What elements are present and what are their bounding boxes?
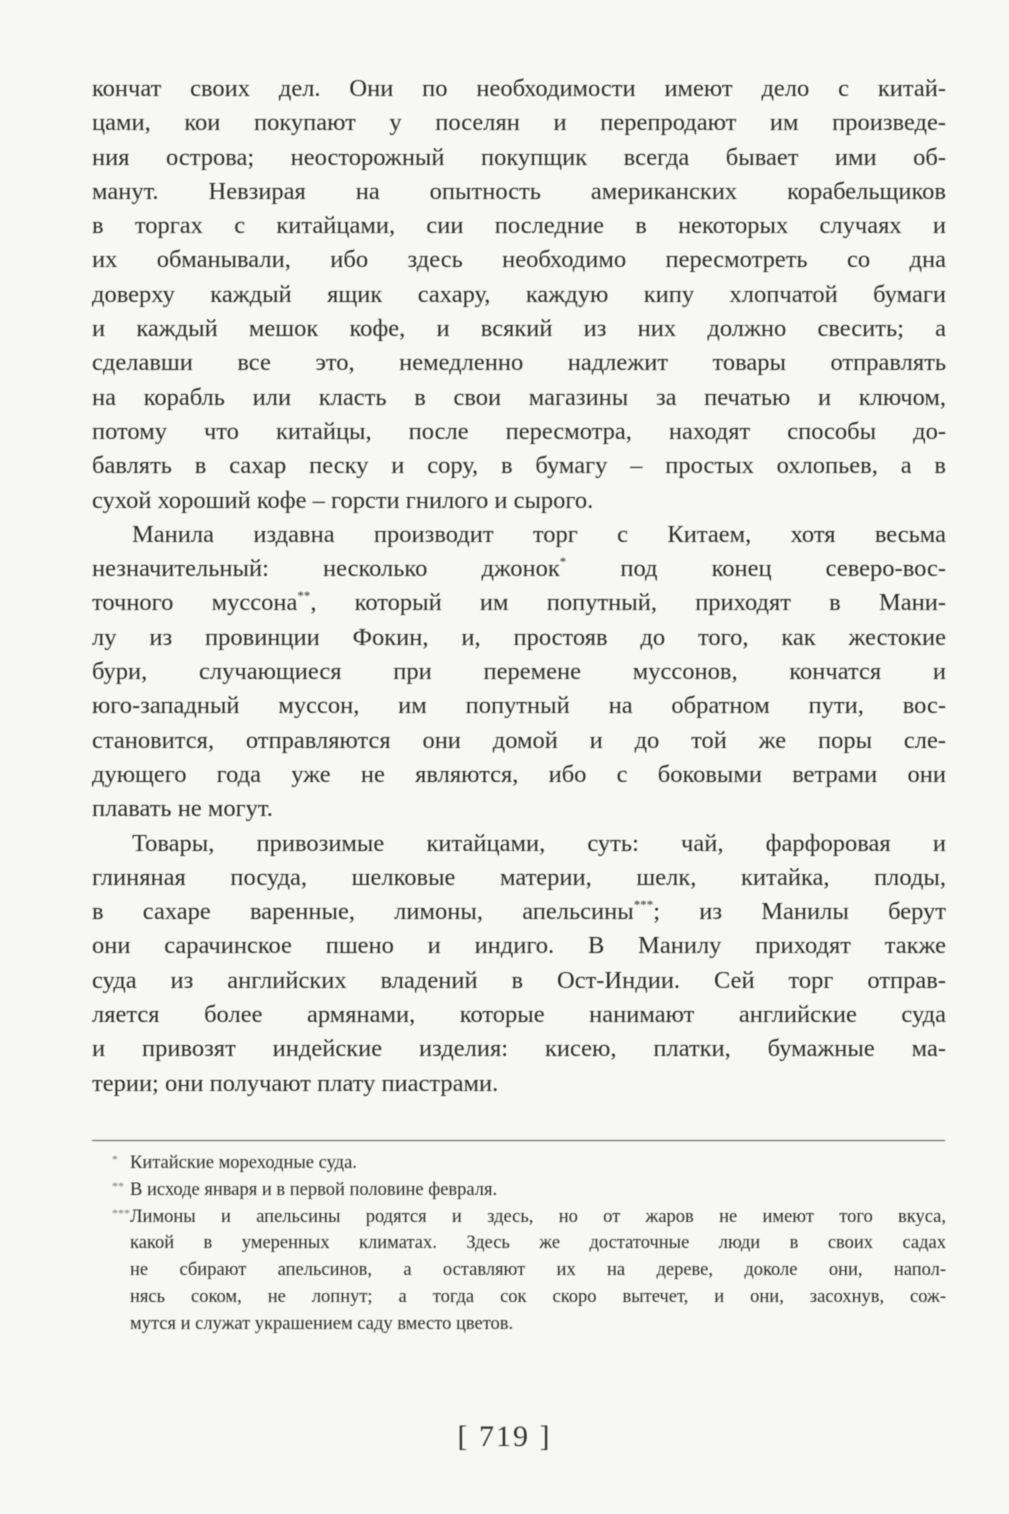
text-line bbox=[92, 141, 946, 175]
text-line bbox=[92, 243, 946, 277]
text-line bbox=[92, 552, 946, 586]
text-segment: ляется более армянами, которые нанимают английские суда bbox=[92, 1001, 946, 1029]
text-line bbox=[92, 312, 946, 346]
footnote-mark: * bbox=[112, 1152, 118, 1166]
footnote-marker: * bbox=[559, 554, 567, 570]
text-segment: и каждый мешок кофе, и всякий из них должно свесить; а bbox=[92, 315, 946, 343]
footnote-line: какой в умеренных климатах. Здесь же достаточные люди в своих садах bbox=[130, 1233, 946, 1254]
page-number: [ 719 ] bbox=[457, 1420, 552, 1453]
text-line bbox=[92, 861, 946, 895]
text-segment: манут. Невзирая на опытность американских корабельщиков bbox=[92, 177, 946, 205]
text-segment: Манила издавна производит торг с Китаем, хотя весьма bbox=[132, 520, 946, 548]
footnote bbox=[92, 1150, 946, 1177]
text-line bbox=[92, 346, 946, 380]
text-line bbox=[92, 381, 946, 415]
footnote-marker: *** bbox=[633, 897, 654, 913]
footnote-separator bbox=[92, 1140, 945, 1141]
text-segment: потому что китайцы, после пересмотра, находят способы до- bbox=[92, 417, 946, 445]
text-segment: кончат своих дел. Они по необходимости имеют дело с китай- bbox=[92, 75, 946, 102]
text-segment: терии; они получают плату пиастрами. bbox=[92, 1069, 499, 1097]
text-line bbox=[92, 209, 946, 243]
footnote-mark: ** bbox=[112, 1178, 124, 1193]
text-segment: бури, случающиеся при перемене муссонов, кончатся и bbox=[92, 658, 946, 686]
text-segment: в торгах с китайцами, сии последние в некоторых случаях и bbox=[92, 212, 946, 240]
text-segment: юго-западный муссон, им попутный на обратном пути, вос- bbox=[92, 692, 946, 720]
text-line bbox=[92, 655, 946, 689]
text-segment: они сарачинское пшено и индиго. В Манилу приходят также bbox=[92, 932, 946, 960]
text-line bbox=[92, 449, 946, 483]
footnote bbox=[92, 1177, 946, 1204]
footnote-mark: *** bbox=[112, 1205, 130, 1220]
text-segment: лу из провинции Фокин, и, простояв до того, как жестокие bbox=[92, 623, 946, 651]
text-segment: плавать не могут. bbox=[92, 795, 273, 823]
text-segment: ; из Манилы берут bbox=[653, 898, 946, 926]
text-segment: сухой хороший кофе – горсти гнилого и сырого. bbox=[92, 486, 594, 514]
text-line bbox=[92, 724, 946, 758]
text-segment: на корабль или класть в свои магазины за печатью и ключом, bbox=[92, 383, 946, 411]
footnote-line: нясь соком, не лопнут; а тогда сок скоро вытечет, и они, засохнув, сож- bbox=[130, 1286, 946, 1307]
text-segment: незначительный: несколько джонок bbox=[92, 555, 560, 583]
text-line bbox=[92, 621, 946, 655]
text-line bbox=[92, 175, 946, 209]
text-line bbox=[92, 895, 946, 929]
text-line bbox=[92, 72, 946, 106]
footnote-line: Лимоны и апельсины родятся и здесь, но от жаров не имеют того вкуса, bbox=[130, 1206, 946, 1227]
footnote-line: Китайские мореходные суда. bbox=[130, 1153, 357, 1173]
text-segment: их обманывали, ибо здесь необходимо пересмотреть со дна bbox=[92, 246, 946, 274]
text-segment: суда из английских владений в Ост-Индии. Сей торг отправ- bbox=[92, 966, 946, 994]
text-line bbox=[92, 415, 946, 449]
text-line bbox=[92, 964, 946, 998]
text-segment: становится, отправляются они домой и до той же поры сле- bbox=[92, 726, 946, 754]
text-line bbox=[92, 758, 946, 792]
text-line bbox=[92, 792, 946, 826]
text-segment: цами, кои покупают у поселян и перепродают им произведе- bbox=[92, 109, 946, 137]
paragraph bbox=[92, 518, 946, 827]
text-segment: ния острова; неосторожный покупщик всегда бывает ими об- bbox=[92, 143, 946, 171]
text-segment: доверху каждый ящик сахару, каждую кипу хлопчатой бумаги bbox=[92, 280, 946, 308]
text-segment: дующего года уже не являются, ибо с боковыми ветрами они bbox=[92, 760, 946, 788]
text-line bbox=[92, 929, 946, 963]
text-segment: глиняная посуда, шелковые материи, шелк, китайка, плоды, bbox=[92, 863, 946, 891]
text-line bbox=[92, 998, 946, 1032]
text-line bbox=[92, 106, 946, 140]
text-line bbox=[92, 1032, 946, 1066]
paragraph bbox=[92, 827, 946, 1101]
text-segment: Товары, привозимые китайцами, суть: чай, фарфоровая и bbox=[132, 829, 946, 857]
footnote-line: В исходе января и в первой половине февраля. bbox=[130, 1179, 498, 1200]
text-line bbox=[92, 827, 946, 861]
body-text bbox=[92, 72, 946, 1101]
text-segment: точного муссона bbox=[92, 589, 298, 617]
text-segment: под конец северо-вос- bbox=[566, 555, 946, 583]
paragraph bbox=[92, 72, 946, 518]
text-segment: в сахаре варенные, лимоны, апельсины bbox=[92, 898, 634, 926]
text-segment: , который им попутный, приходят в Мани- bbox=[310, 589, 946, 617]
text-segment: и привозят индейские изделия: кисею, платки, бумажные ма- bbox=[92, 1035, 946, 1063]
text-segment: сделавши все это, немедленно надлежит товары отправлять bbox=[92, 349, 946, 377]
footnote-line: не сбирают апельсинов, а оставляют их на дереве, доколе они, напол- bbox=[130, 1260, 946, 1281]
footnote bbox=[92, 1204, 946, 1338]
text-line bbox=[92, 484, 946, 518]
text-line bbox=[92, 689, 946, 723]
text-line bbox=[92, 278, 946, 312]
footnotes bbox=[92, 1150, 946, 1338]
text-line bbox=[92, 1067, 946, 1101]
footnote-line: мутся и служат украшением саду вместо цветов. bbox=[130, 1313, 514, 1334]
text-line bbox=[92, 586, 946, 620]
text-segment: бавлять в сахар песку и сору, в бумагу – простых охлопьев, а в bbox=[92, 452, 946, 480]
text-line bbox=[92, 518, 946, 552]
footnote-marker: ** bbox=[297, 588, 311, 604]
